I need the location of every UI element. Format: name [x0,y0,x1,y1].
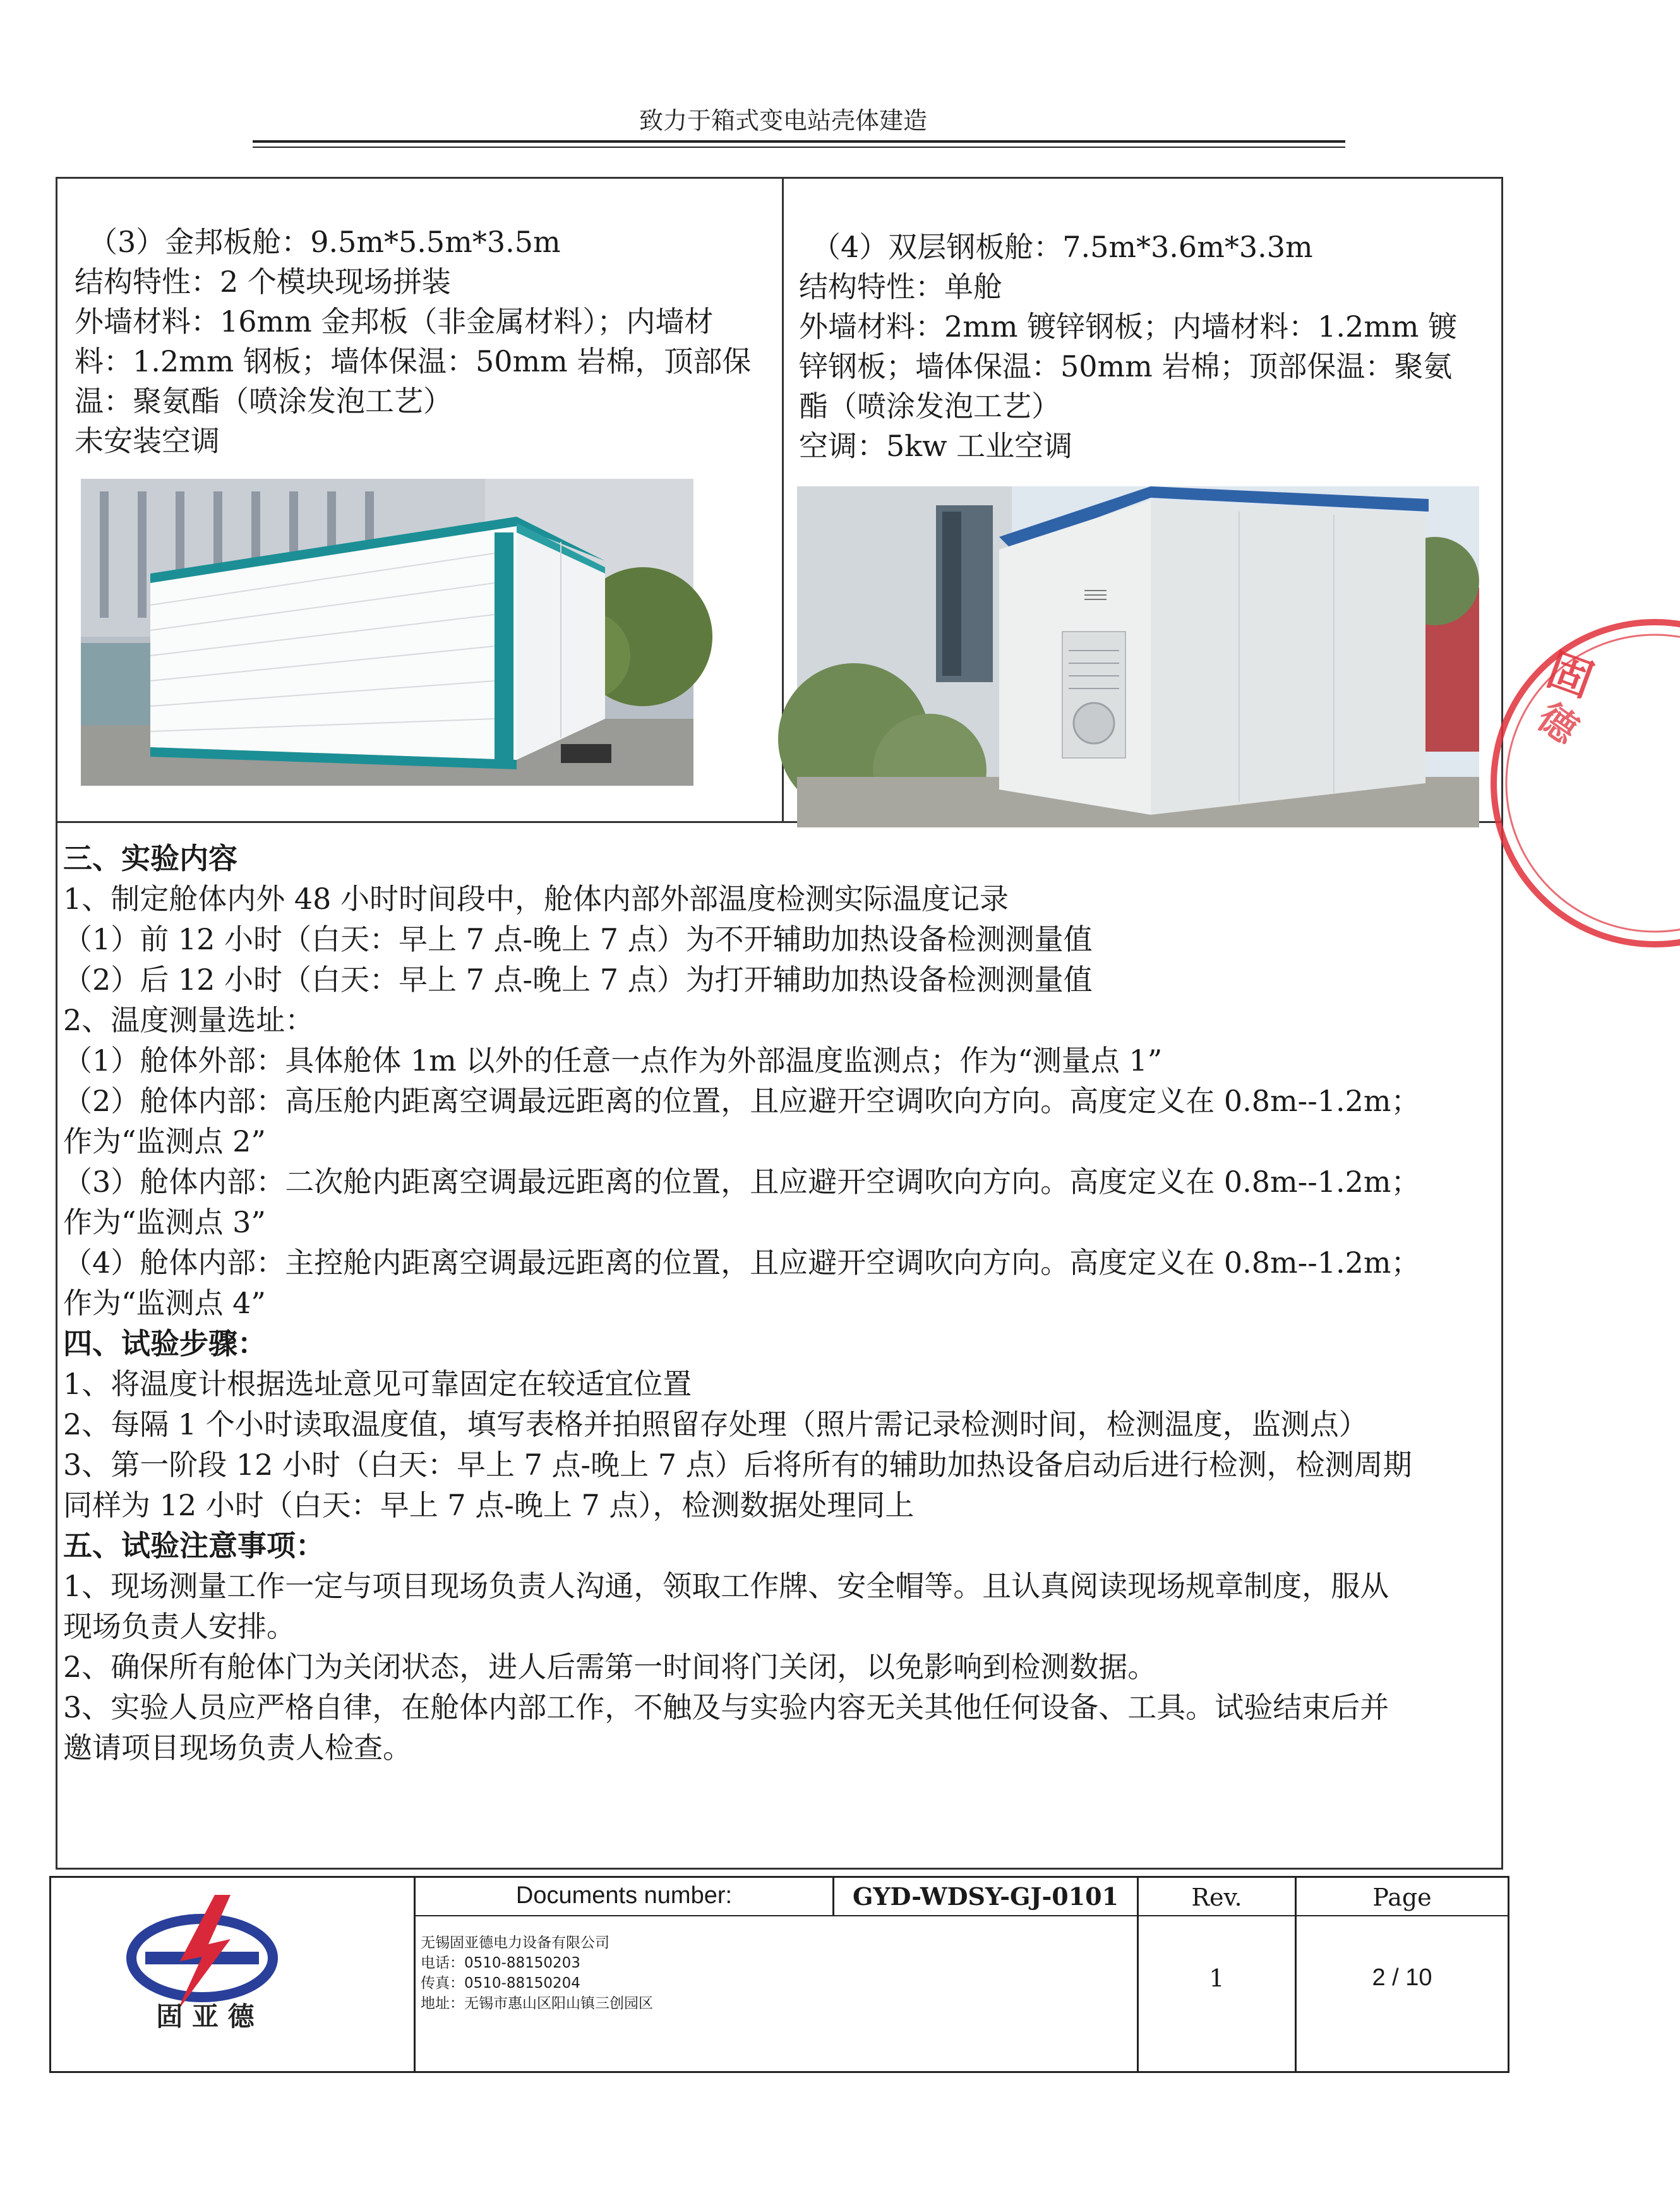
section5-line: 1、现场测量工作一定与项目现场负责人沟通，领取工作牌、安全帽等。且认真阅读现场规章制度，服从 [63,1569,1389,1603]
section3-line: （2）后 12 小时（白天：早上 7 点-晚上 7 点）为打开辅助加热设备检测测量值 [63,963,1093,997]
section5-line: 2、确保所有舱体门为关闭状态，进人后需第一时间将门关闭，以免影响到检测数据。 [63,1650,1157,1684]
section3-line: （1）前 12 小时（白天：早上 7 点-晚上 7 点）为不开辅助加热设备检测测量值 [63,922,1093,956]
footer-row-divider [414,1915,1509,1916]
photo-panel-cabin [81,479,693,786]
header-rule-thin [253,147,1345,148]
section-experiment-content [63,838,1497,1323]
page-value: 2 / 10 [1372,1964,1432,1991]
section3-line: （1）舱体外部：具体舱体 1m 以外的任意一点作为外部温度监测点；作为“测量点 1” [63,1043,1163,1078]
cell-left-line: （3）金邦板舱：9.5m*5.5m*3.5m [88,225,561,259]
cell-left-line: 料：1.2mm 钢板；墙体保温：50mm 岩棉，顶部保 [75,344,752,378]
documents-number-label: Documents number: [515,1882,733,1909]
header-title: 致力于箱式变电站壳体建造 [639,107,927,135]
company-fax: 传真：0510-88150204 [421,1975,580,1992]
section4-line: 同样为 12 小时（白天：早上 7 点-晚上 7 点），检测数据处理同上 [63,1488,915,1522]
section5-heading: 五、试验注意事项： [63,1529,325,1563]
cell-left-line: 未安装空调 [75,424,220,458]
rev-value: 1 [1209,1964,1225,1992]
cell-right-line: 结构特性：单舱 [799,270,1002,304]
cell-right-line: 酯（喷涂发泡工艺） [799,389,1060,423]
cell-right-text [799,227,1494,466]
section5-line: 邀请项目现场负责人检查。 [63,1731,412,1765]
company-seal [1491,594,1680,973]
cell-left-line: 温：聚氨酯（喷涂发泡工艺） [75,384,452,418]
section3-line: 作为“监测点 4” [63,1286,266,1320]
cell-right-line: 空调：5kw 工业空调 [799,429,1073,463]
company-contact-block [421,1933,653,2014]
section3-line: （3）舱体内部：二次舱内距离空调最远距离的位置，且应避开空调吹向方向。高度定义在 0.8m--1.2m； [63,1165,1420,1199]
section3-line: （4）舱体内部：主控舱内距离空调最远距离的位置，且应避开空调吹向方向。高度定义在 0.8m--1.2m； [63,1246,1420,1280]
section4-line: 1、将温度计根据选址意见可靠固定在较适宜位置 [63,1367,692,1401]
section3-line: 2、温度测量选址： [63,1003,315,1037]
page-label: Page [1372,1884,1432,1911]
company-name: 无锡固亚德电力设备有限公司 [421,1935,609,1951]
svg-text:固: 固 [1540,642,1600,707]
logo-text: 固 亚 德 [156,2001,255,2032]
cell-right-line: 锌钢板；墙体保温：50mm 岩棉；顶部保温：聚氨 [799,349,1453,383]
cell-left-text [75,222,776,461]
cell-right-line: （4）双层钢板舱：7.5m*3.6m*3.3m [812,230,1313,264]
section4-line: 2、每隔 1 个小时读取温度值，填写表格并拍照留存处理（照片需记录检测时间，检测温度，监测点） [63,1407,1368,1441]
section4-heading: 四、试验步骤： [63,1326,267,1361]
section5-line: 3、实验人员应严格自律，在舱体内部工作，不触及与实验内容无关其他任何设备、工具。试验结束后并 [63,1690,1389,1724]
section5-line: 现场负责人安排。 [63,1609,296,1643]
section-test-steps [63,1323,1497,1525]
section3-line: 作为“监测点 3” [63,1205,266,1239]
section3-line: （2）舱体内部：高压舱内距离空调最远距离的位置，且应避开空调吹向方向。高度定义在 0.8m--1.2m； [63,1084,1420,1118]
section3-heading: 三、实验内容 [63,841,237,875]
section3-line: 作为“监测点 2” [63,1124,266,1158]
documents-number-value: GYD-WDSY-GJ-0101 [852,1882,1119,1911]
cell-left-line: 外墙材料：16mm 金邦板（非金属材料）；内墙材 [75,304,714,339]
section4-line: 3、第一阶段 12 小时（白天：早上 7 点-晚上 7 点）后将所有的辅助加热设备启动后进行检测，检测周期 [63,1448,1412,1482]
cell-right-line: 外墙材料：2mm 镀锌钢板；内墙材料：1.2mm 镀 [799,309,1458,344]
cell-left-line: 结构特性：2 个模块现场拼装 [75,265,451,299]
company-address: 地址：无锡市惠山区阳山镇三创园区 [421,1995,653,2012]
header-rule-thick [253,140,1345,143]
section3-line: 1、制定舱体内外 48 小时时间段中，舱体内部外部温度检测实际温度记录 [63,882,1009,916]
photo-steel-cabin [797,486,1479,827]
section-test-precautions [63,1525,1497,1768]
rev-label: Rev. [1191,1884,1242,1911]
company-phone: 电话：0510-88150203 [421,1955,580,1971]
svg-text:德: 德 [1529,694,1586,753]
